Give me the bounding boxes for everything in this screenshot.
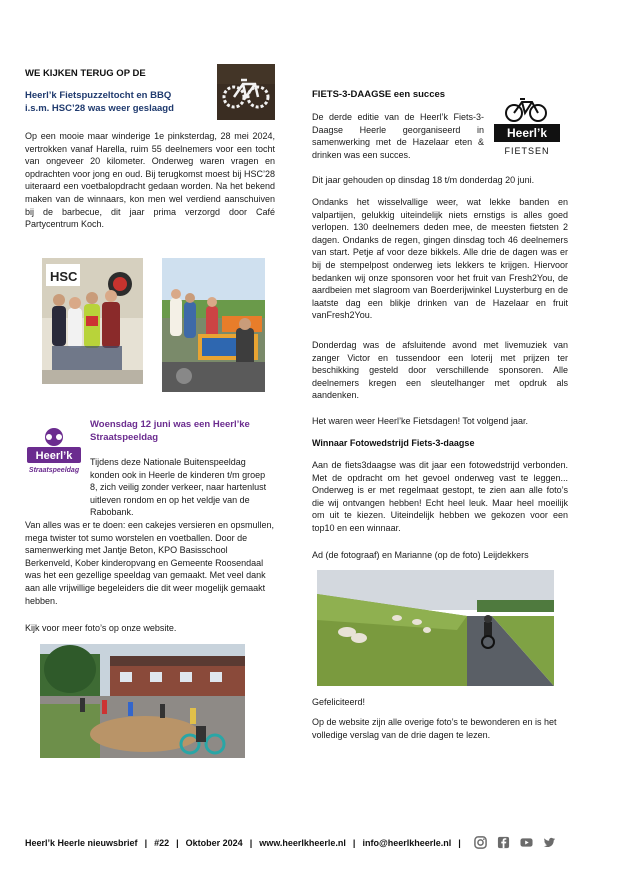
more-photos-text: Kijk voor meer foto’s op onze website. [25,623,177,633]
speeldag-heading-line2: Straatspeeldag [90,431,159,443]
fiets3daagse-heading: FIETS-3-DAAGSE een succes [312,89,446,100]
hsc-group-photo [42,258,143,384]
straatspeeldag-logo [25,425,83,475]
footer-separator: | [176,837,179,848]
fiets3daagse-final-evening: Donderdag was de afsluitende avond met livemuziek van zanger Victor en tussendoor een loterij met prijzen ter beschikking gesteld door verschillende sponsoren. Alle deelnemers kregen een sleutelhanger met opdruk als aandenken. [312,340,568,401]
youtube-icon[interactable] [520,836,533,849]
fietsen-logo-sub: FIETSEN [504,146,550,156]
footer [25,836,570,849]
puzzle-tour-heading-line1: Heerl’k Fietspuzzeltocht en BBQ [25,90,172,101]
hsc-sign-text: HSC [50,269,78,284]
footer-issue: #22 [154,837,170,848]
speeldag-heading [90,419,275,444]
bike-puzzle-photo [217,64,275,120]
photo-contest-winner: Ad (de fotograaf) en Marianne (op de foto) Leijdekkers [312,550,529,560]
puzzle-tour-heading-line2: i.s.m. HSC’28 was weer geslaagd [25,102,174,114]
instagram-icon[interactable] [474,836,487,849]
fiets3daagse-dates: Dit jaar gehouden op dinsdag 18 t/m donderdag 20 juni. [312,175,535,185]
fietsen-logo-text: Heerl’k [506,126,548,140]
footer-separator: | [249,837,253,848]
winning-photo [317,570,554,686]
heerlk-fietsen-logo [492,96,562,158]
speeldag-heading-line1: Woensdag 12 juni was een Heerl’ke [90,419,250,430]
fiets3daagse-weather-text: Ondanks het wisselvallige weer, wat lekke banden en valpartijen, gelukkig uiteindelijk niets ernstigs is alles goed verlopen. 130 deelnemers deden mee, de meesten fietsten 2 dagen. Ondanks de regen, gingen dinsdag toch 46 deelnemers van start. Petje af voor deze bikkels. Alle drie de dagen was er bij de stempelpost onderweg iets lekkers te krijgen. Hiervoor bedanken wij onze sponsoren voor het fruit van Fresh2You, de aardbeien met slagroom van Boerderijwinkel Luysterburg en de laatste dag een blikje drinken van de Hazelaar en fruit vanFresh2You. [312,197,568,321]
website-photos-text: Op de website zijn alle overige foto’s te bewonderen en is het volledige verslag van de drie dagen te lezen. [312,717,557,740]
speeldag-logo-text: Heerl’k [35,450,73,462]
puzzle-tour-heading [25,90,210,115]
twitter-icon[interactable] [543,836,556,849]
footer-email-link[interactable]: info@heerlkheerle.nl [362,837,452,848]
footer-separator: | [144,837,148,848]
street-play-photo [40,644,245,758]
speeldag-details-text: Van alles was er te doen: een cakejes versieren en opsmullen, mega twister tot sumo worstelen en voetballen. Door de samenwerking met Jantje Beton, KPO Basisschool Berkenveld, Kober kinderopvang en Gemeente Roosendaal was het een gezellige speeldag van gemaakt. Met veel dank aan alle vrijwillige begeleiders die dit weer mogelijk gemaakt hebben. [25,520,274,606]
puzzle-tour-text: Op een mooie maar winderige 1e pinksterdag, 28 mei 2024, vertrokken vanaf Harella, ruim 55 deelnemers voor een tocht van ongeveer 20 kilometer. Onderweg waren vragen en opdrachten voor jong en oud. Bij terugkomst moest bij HSC’28 uiteraard een voetbalopdracht gedaan worden. Na het bekend maken van de winnaars, kon men wel verdiend aanschuiven bij de barbecue, dit jaar prima verzorgd door Café Partycentrum Koch. [25,131,275,230]
footer-website-link[interactable]: www.heerlkheerle.nl [259,837,346,848]
board-game-photo [162,258,265,392]
photo-contest-text: Aan de fiets3daagse was dit jaar een fotowedstrijd verbonden. Met de opdracht om het gevoel onderweg vast te leggen... Onderweg is er met regelmaat gestopt, te zien aan alle foto’s die wij ontvangen hebben! Echt heel leuk. Maar heel moeilijk om uit te kiezen. Uiteindelijk hebben we gekozen voor een top10 en een winnaar. [312,460,568,533]
facebook-icon[interactable] [497,836,510,849]
photo-contest-heading: Winnaar Fotowedstrijd Fiets-3-daagse [312,438,475,448]
footer-date: Oktober 2024 [185,837,243,848]
fiets3daagse-closing: Het waren weer Heerl’ke Fietsdagen! Tot volgend jaar. [312,416,528,426]
speeldag-logo-sub: Straatspeeldag [28,467,80,474]
speeldag-intro-text: Tijdens deze Nationale Buitenspeeldag konden ook in Heerle de kinderen t/m groep 8, zich veilig zonder verkeer, naar hartenlust uitleven rondom en op het veldje van de Rabobank. [90,457,267,518]
footer-newsletter-name: Heerl’k Heerle nieuwsbrief [25,837,138,848]
congratulations-text: Gefeliciteerd! [312,697,366,707]
bicycle-icon [217,64,275,120]
fiets3daagse-intro: De derde editie van de Heerl’k Fiets-3-Daagse Heerle georganiseerd in samenwerking met de Hazelaar eten & drinken was een succes. [312,112,484,160]
footer-separator: | [458,837,461,848]
footer-separator: | [352,837,356,848]
section-heading-look-back: WE KIJKEN TERUG OP DE [25,68,146,79]
